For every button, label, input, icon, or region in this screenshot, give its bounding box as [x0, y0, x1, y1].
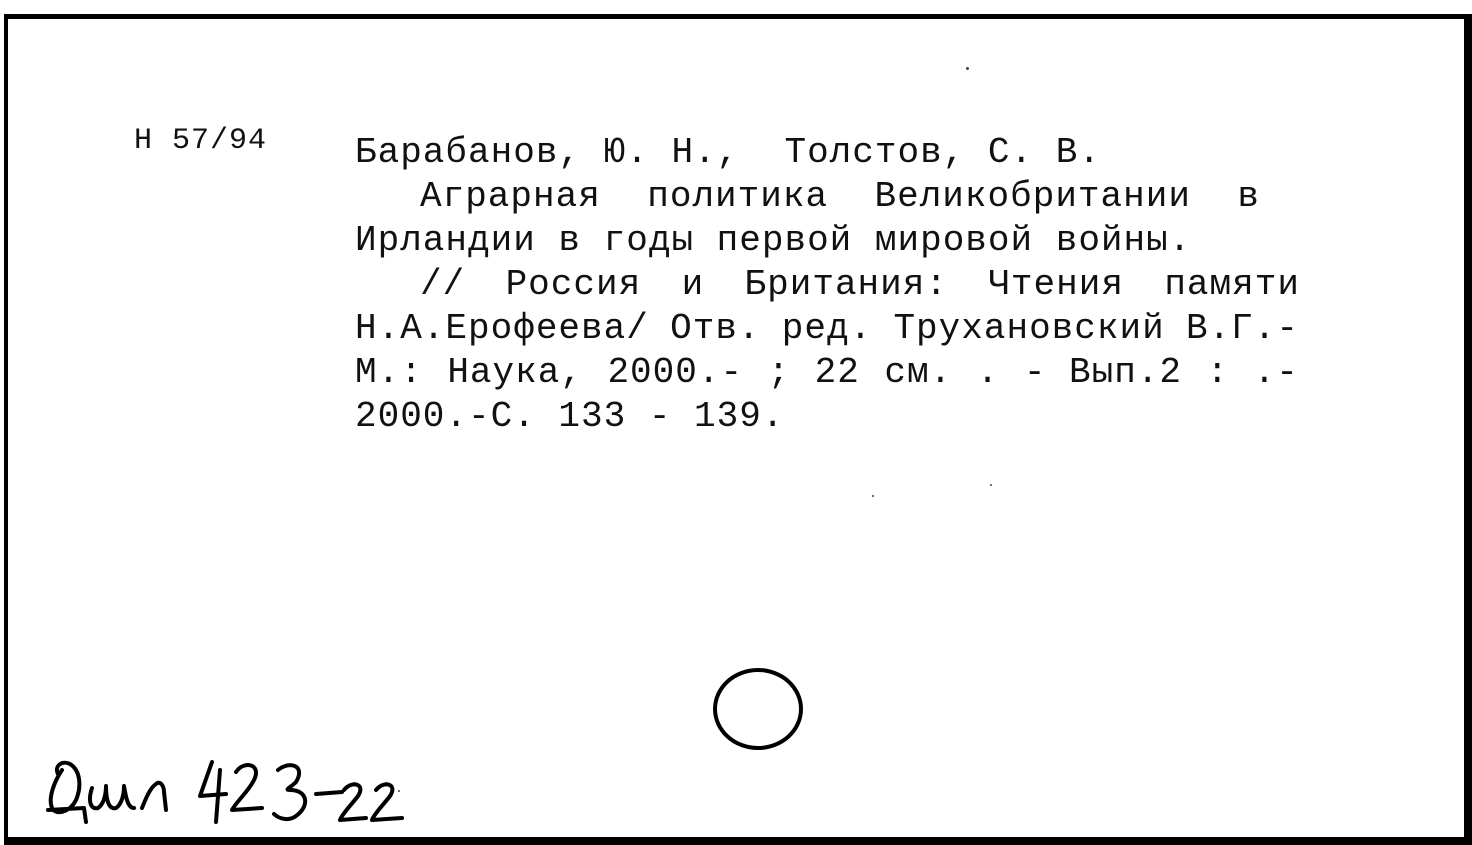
source-word: 22	[814, 352, 860, 393]
source-word: Трухановский	[893, 308, 1165, 349]
source-word: Британия:	[744, 264, 948, 305]
title-word: Великобритании	[874, 176, 1191, 217]
source-word: Чтения	[988, 264, 1124, 305]
source-word: Россия	[505, 264, 642, 305]
source-word: ред.	[781, 308, 873, 349]
title-word: в	[1237, 176, 1260, 217]
source-line-2	[355, 308, 1299, 349]
source-line-3	[355, 352, 1299, 393]
source-word: и	[681, 264, 705, 305]
source-word: Наука,	[447, 352, 583, 393]
source-word: В.Г.-	[1185, 308, 1299, 349]
title-word: Аграрная	[420, 176, 601, 217]
dust-speck	[966, 67, 969, 70]
source-word: Отв.	[670, 308, 761, 349]
source-line-4: 2000.-С. 133 - 139.	[355, 396, 785, 437]
source-word: Н.А.Ерофеева/	[355, 308, 649, 349]
source-word: //	[420, 264, 466, 305]
source-word: ;	[767, 352, 791, 393]
handwritten-inventory-number	[40, 730, 410, 840]
title-line-2: Ирландии в годы первой мировой войны.	[355, 220, 1192, 261]
authors: Барабанов, Ю. Н., Толстов, С. В.	[355, 132, 1101, 173]
dust-speck	[990, 484, 992, 486]
source-word: - Вып.2	[1023, 352, 1183, 393]
shelfmark: Н 57/94	[134, 124, 268, 158]
source-word: :	[1206, 352, 1230, 393]
source-word: см.	[884, 352, 953, 393]
title-line-1	[420, 176, 1260, 217]
source-word: памяти	[1164, 264, 1300, 305]
title-word: политика	[647, 176, 829, 217]
punch-hole	[713, 668, 803, 750]
source-word: .	[976, 352, 1000, 393]
source-line-1	[420, 264, 1300, 305]
source-word: 2000.-	[607, 352, 744, 393]
source-word: .-	[1253, 352, 1299, 393]
source-word: М.:	[355, 352, 423, 393]
dust-speck	[872, 495, 874, 497]
